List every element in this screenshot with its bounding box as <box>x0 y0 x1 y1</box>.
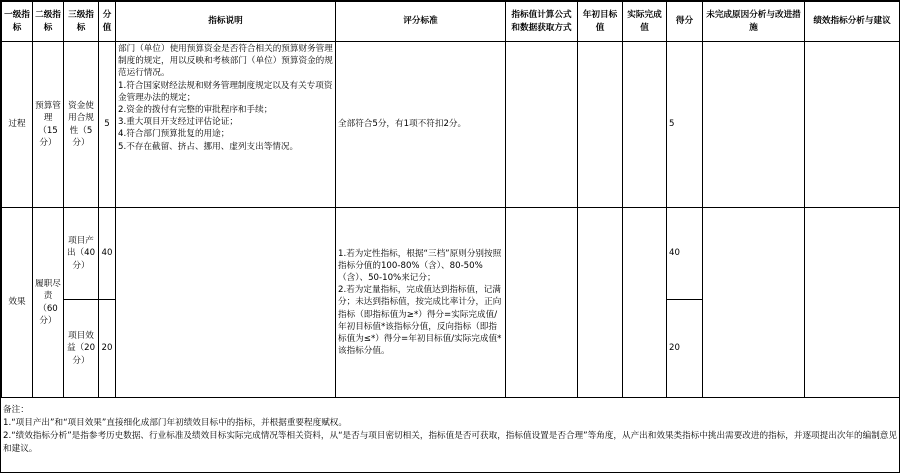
header-actual: 实际完成值 <box>623 2 667 42</box>
header-level3: 三级指标 <box>64 2 99 42</box>
effect-formula <box>506 208 578 398</box>
performance-evaluation-table <box>1 1 900 398</box>
benefit-score: 20 <box>667 300 703 398</box>
process-analysis <box>805 42 900 208</box>
header-level1: 一级指标 <box>2 2 33 42</box>
process-target <box>578 42 623 208</box>
header-target: 年初目标值 <box>578 2 623 42</box>
process-level1: 过程 <box>2 42 33 208</box>
effect-description <box>116 208 336 398</box>
output-value: 40 <box>99 208 116 300</box>
process-formula <box>506 42 578 208</box>
process-value: 5 <box>99 42 116 208</box>
effect-target <box>578 208 623 398</box>
notes-title: 备注： <box>3 405 29 415</box>
output-level3: 项目产出（40分） <box>64 208 99 300</box>
output-score: 40 <box>667 208 703 300</box>
header-reason: 未完成原因分析与改进措施 <box>703 2 805 42</box>
benefit-level3: 项目效益（20分） <box>64 300 99 398</box>
effect-actual <box>623 208 667 398</box>
header-row <box>2 2 900 42</box>
process-level3: 资金使用合规性（5分） <box>64 42 99 208</box>
effect-level2: 履职尽责（60分） <box>33 208 64 398</box>
notes-section <box>3 404 897 456</box>
process-row <box>2 42 900 208</box>
notes-item-1: 1.“项目产出”和“项目效果”直接细化成部门年初绩效目标中的指标，并根据重要程度赋权。 <box>3 418 347 428</box>
process-actual <box>623 42 667 208</box>
effect-criteria: 1.若为定性指标，根据“三档”原则分别按照指标分值的100-80%（含）、80-50%（含）、50-10%来记分； 2.若为定量指标，完成值达到指标值，记满分；未达到指标值，按完成比率计分，正向指标（即指标值为≥*）得分=实际完成值/年初目标值*该指标分值，反向指标（即指标值为≤*）得分=年初目标值/实际完成值*该指标分值。 <box>336 208 506 398</box>
notes-item-2: 2.“绩效指标分析”是指参考历史数据、行业标准及绩效目标实际完成情况等相关资料，从“是否与项目密切相关，指标值是否可获取，指标值设置是否合理”等角度，从产出和效果类指标中挑出需要改进的指标，并逐项提出次年的编制意见和建议。 <box>3 431 897 454</box>
effect-analysis <box>805 208 900 398</box>
process-description: 部门（单位）使用预算资金是否符合相关的预算财务管理制度的规定，用以反映和考核部门（单位）预算资金的规范运行情况。 1.符合国家财经法规和财务管理制度规定以及有关专项资金管理办法的规定； 2.资金的拨付有完整的审批程序和手续； 3.重大项目开支经过评估论证； 4.符合部门预算批复的用途； 5.不存在截留、挤占、挪用、虚列支出等情况。 <box>116 42 336 208</box>
effect-level1: 效果 <box>2 208 33 398</box>
process-score: 5 <box>667 42 703 208</box>
header-score: 得分 <box>667 2 703 42</box>
header-formula: 指标值计算公式和数据获取方式 <box>506 2 578 42</box>
process-criteria: 全部符合5分，有1项不符扣2分。 <box>336 42 506 208</box>
header-criteria: 评分标准 <box>336 2 506 42</box>
process-reason <box>703 42 805 208</box>
effect-reason <box>703 208 805 398</box>
benefit-value: 20 <box>99 300 116 398</box>
header-score-value: 分值 <box>99 2 116 42</box>
header-analysis: 绩效指标分析与建议 <box>805 2 900 42</box>
output-row <box>2 208 900 300</box>
header-description: 指标说明 <box>116 2 336 42</box>
process-level2: 预算管理（15分） <box>33 42 64 208</box>
header-level2: 二级指标 <box>33 2 64 42</box>
